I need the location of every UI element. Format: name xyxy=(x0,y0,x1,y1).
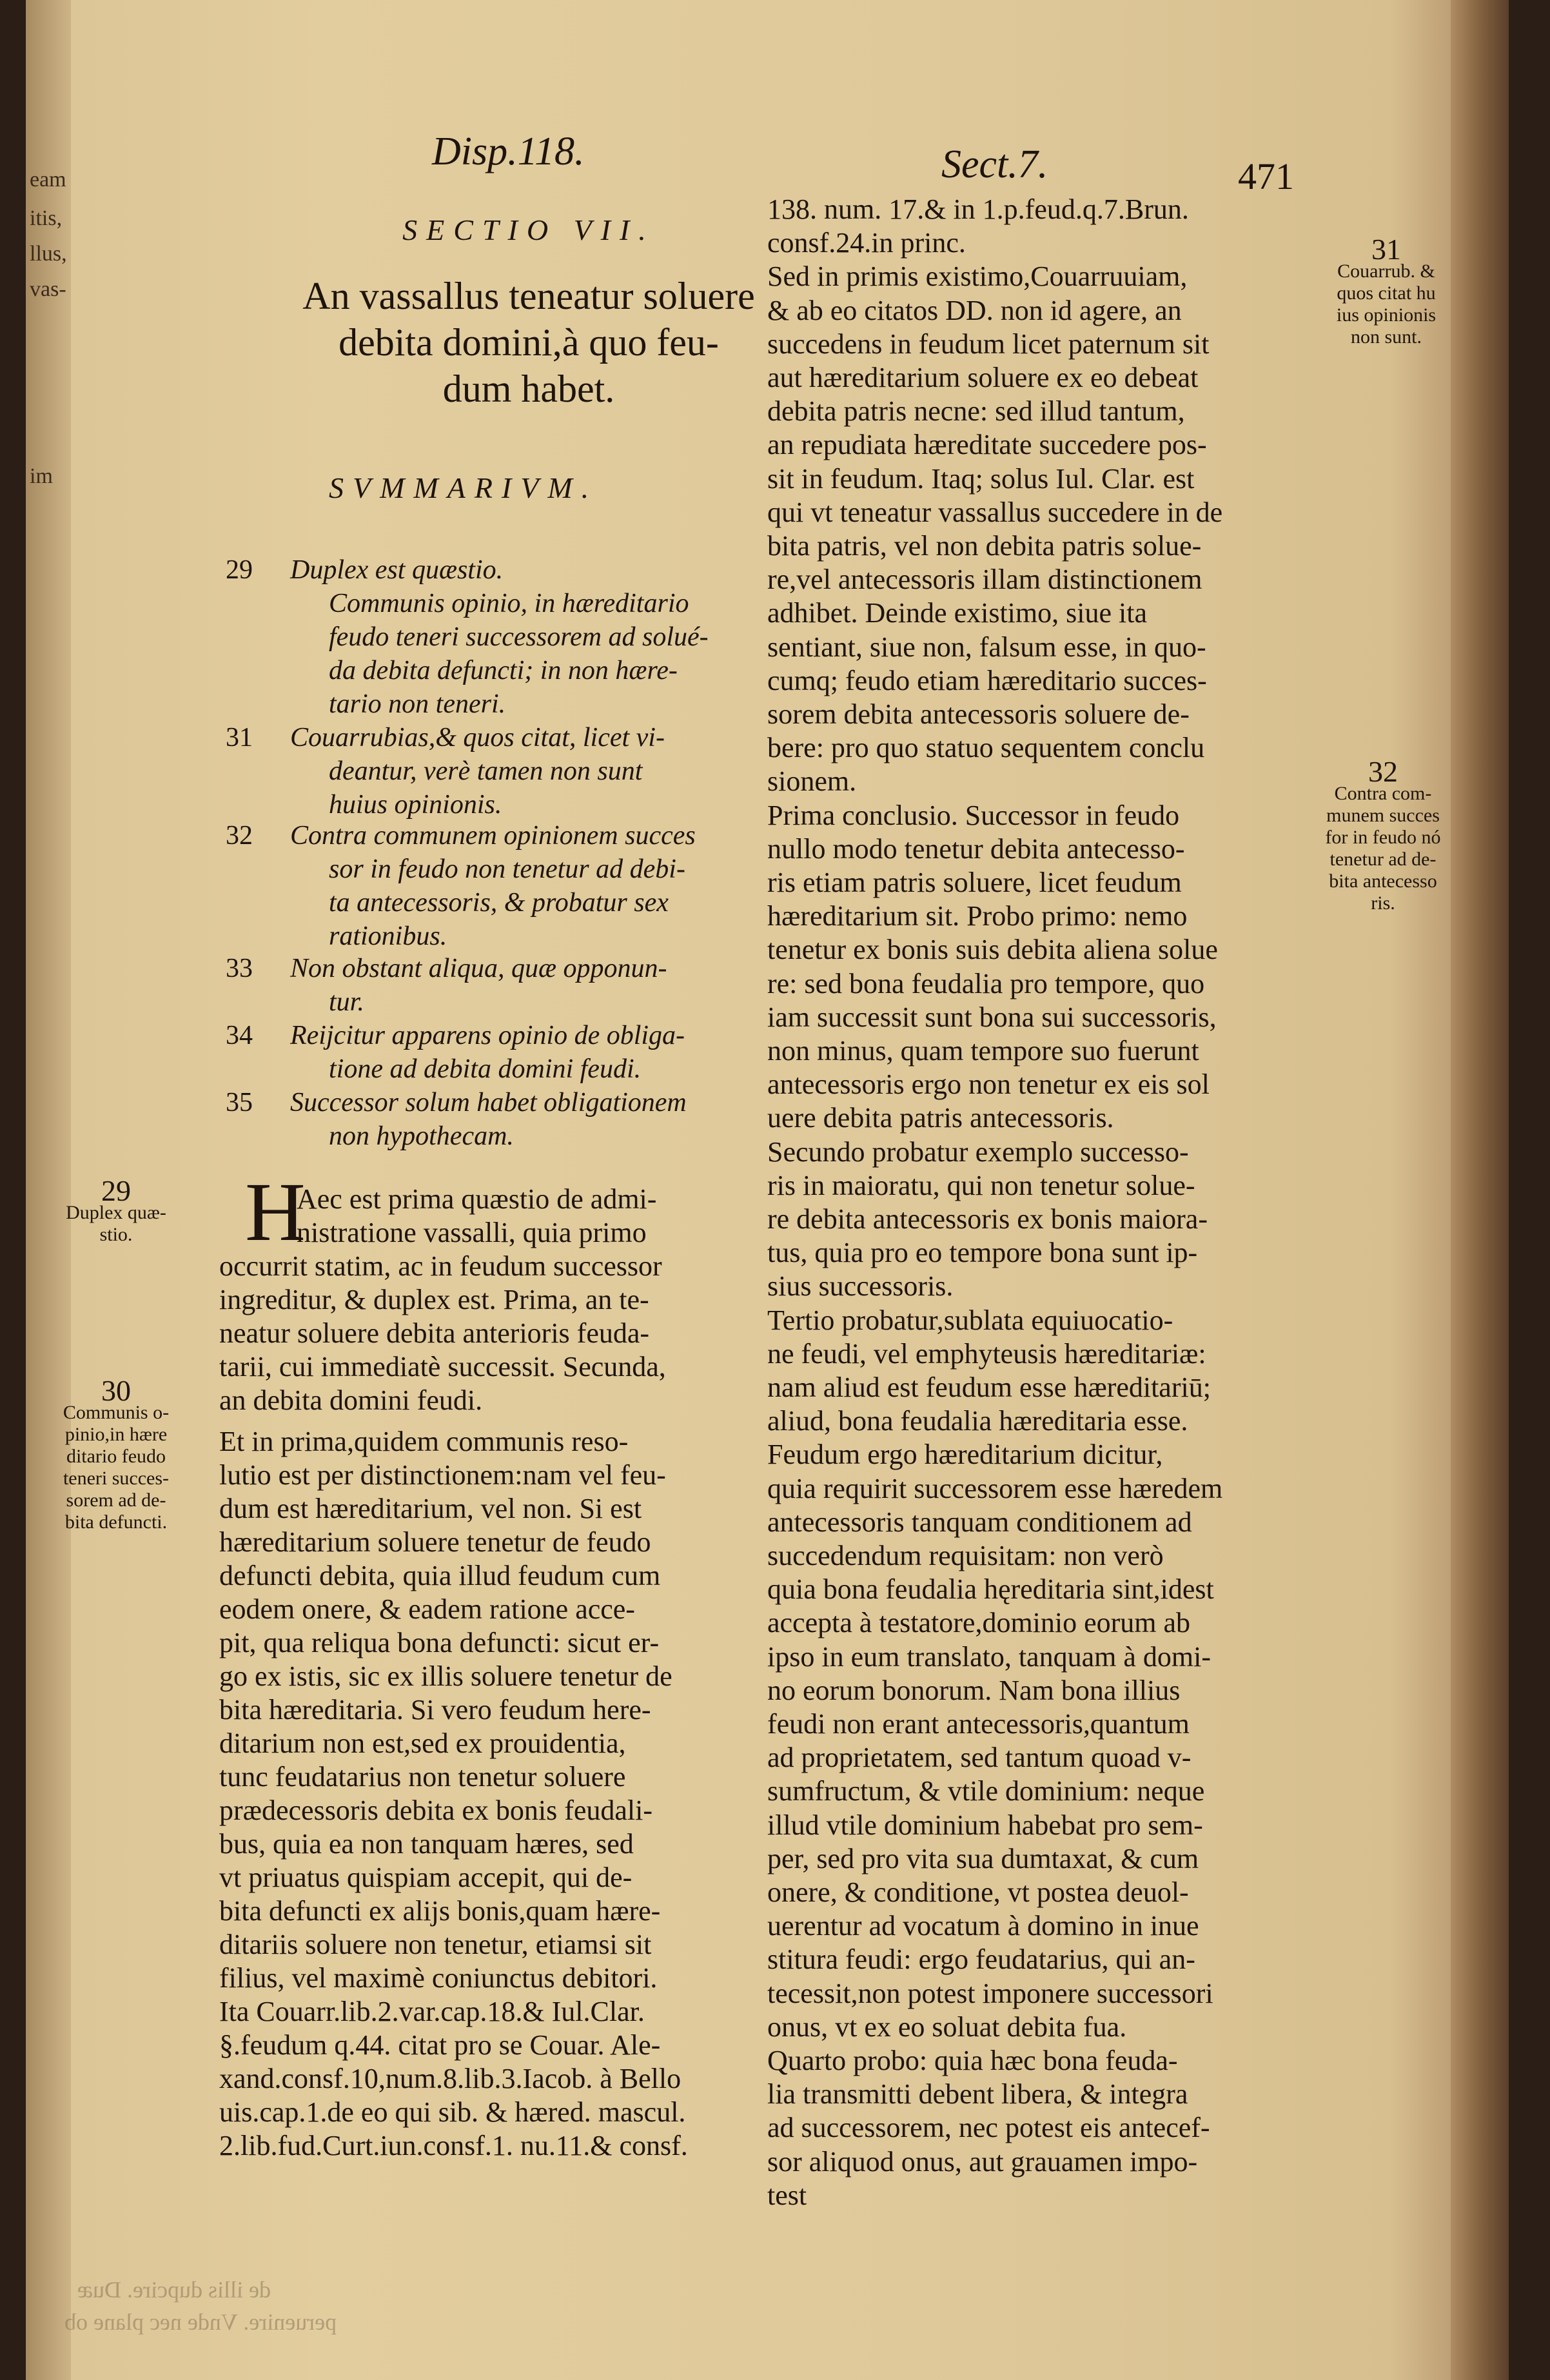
body-line: adhibet. Deinde existimo, siue ita xyxy=(767,597,1147,629)
body-line: §.feudum q.44. citat pro se Couar. Ale- xyxy=(219,2029,661,2061)
body-line: uis.cap.1.de eo qui sib. & hæred. mascul. xyxy=(219,2096,686,2128)
margin-line: Duplex quæ- xyxy=(66,1202,166,1223)
summary-line: Couarrubias,& quos citat, licet vi- xyxy=(290,723,665,752)
summarium-heading: SVMMARIVM. xyxy=(329,471,598,504)
margin-note-31 xyxy=(1309,233,1464,348)
margin-line: ditario feudo xyxy=(66,1446,166,1467)
margin-number: 32 xyxy=(1368,755,1398,788)
summary-number: 35 xyxy=(226,1088,253,1117)
running-header-center: Sect.7. xyxy=(941,143,1048,186)
margin-line: bita antecesso xyxy=(1329,870,1437,892)
body-line: ingreditur, & duplex est. Prima, an te- xyxy=(219,1284,649,1315)
summary-line: huius opinionis. xyxy=(329,790,502,820)
body-line: nistratione vassalli, quia primo xyxy=(297,1217,647,1248)
body-line: cumq; feudo etiam hæreditario succes- xyxy=(767,664,1207,696)
margin-note-30 xyxy=(42,1374,190,1533)
summary-line: Contra communem opinionem succes xyxy=(290,821,696,851)
margin-line: tenetur ad de- xyxy=(1329,849,1437,870)
body-line: antecessoris ergo non tenetur ex eis sol xyxy=(767,1068,1210,1101)
body-line: lia transmitti debent libera, & integra xyxy=(767,2078,1188,2110)
margin-line: teneri succes- xyxy=(63,1468,170,1489)
body-line: consf.24.in princ. xyxy=(767,227,966,259)
prev-fragment: itis, xyxy=(30,206,63,230)
margin-line: Couarrub. & xyxy=(1337,261,1435,282)
body-line: sorem debita antecessoris soluere de- xyxy=(767,698,1190,730)
body-line: ne feudi, vel emphyteusis hæreditariæ: xyxy=(767,1337,1206,1370)
margin-line: pinio,in hære xyxy=(64,1424,168,1445)
summary-number: 31 xyxy=(226,723,253,752)
body-line: lutio est per distinctionem:nam vel feu- xyxy=(219,1459,666,1491)
body-line: Secundo probatur exemplo successo- xyxy=(767,1136,1189,1168)
summary-line: tario non teneri. xyxy=(329,689,506,719)
body-line: neatur soluere debita anterioris feuda- xyxy=(219,1317,650,1349)
body-line: ditariis soluere non tenetur, etiamsi sit xyxy=(219,1929,652,1960)
body-line: filius, vel maximè coniunctus debitori. xyxy=(219,1962,658,1994)
body-line: re: sed bona feudalia pro tempore, quo xyxy=(767,967,1205,999)
body-line: Ita Couarr.lib.2.var.cap.18.& Iul.Clar. xyxy=(219,1996,645,2027)
body-line: accepta à testatore,dominio eorum ab xyxy=(767,1607,1191,1639)
body-line: dum est hæreditarium, vel non. Si est xyxy=(219,1493,642,1524)
body-line: Tertio probatur,sublata equiuocatio- xyxy=(767,1304,1173,1336)
margin-note-29 xyxy=(45,1174,187,1246)
body-line: sor aliquod onus, aut grauamen impo- xyxy=(767,2145,1198,2178)
body-line: bita hæreditaria. Si vero feudum here- xyxy=(219,1694,651,1726)
body-line: 138. num. 17.& in 1.p.feud.q.7.Brun. xyxy=(767,193,1189,225)
body-line: occurrit statim, ac in feudum successor xyxy=(219,1250,662,1282)
body-line: succedendum requisitam: non verò xyxy=(767,1540,1164,1571)
body-line: onere, & conditione, vt postea deuol- xyxy=(767,1876,1189,1908)
body-line: an debita domini feudi. xyxy=(219,1384,483,1416)
drop-cap: H xyxy=(245,1166,306,1259)
section-title xyxy=(271,213,787,412)
margin-line: Contra com- xyxy=(1334,783,1432,804)
body-line: onus, vt ex eo soluat debita fua. xyxy=(767,2011,1127,2043)
summary-line: da debita defuncti; in non hære- xyxy=(329,656,678,685)
body-line: bita patris, vel non debita patris solue- xyxy=(767,530,1202,562)
body-line: sit in feudum. Itaq; solus Iul. Clar. est xyxy=(767,462,1195,495)
body-line: debita patris necne: sed illud tantum, xyxy=(767,395,1185,428)
summary-line: feudo teneri successorem ad solué- xyxy=(329,622,709,652)
summary-line: Reijcitur apparens opinio de obliga- xyxy=(290,1021,685,1050)
body-line: vt priuatus quispiam accepit, qui de- xyxy=(219,1862,633,1893)
body-line: & ab eo citatos DD. non id agere, an xyxy=(767,294,1182,326)
margin-line: stio. xyxy=(99,1224,133,1245)
running-header-left: Disp.118. xyxy=(432,130,585,173)
margin-line: non sunt. xyxy=(1350,326,1422,348)
summary-line: Successor solum habet obligationem xyxy=(290,1088,687,1117)
body-line: ad proprietatem, sed tantum quoad v- xyxy=(767,1742,1192,1774)
body-line: pit, qua reliqua bona defuncti: sicut er- xyxy=(219,1627,660,1658)
body-line: sius successoris. xyxy=(767,1270,954,1303)
body-line: non minus, quam tempore suo fuerunt xyxy=(767,1035,1199,1067)
body-line: nam aliud est feudum esse hæreditariū; xyxy=(767,1372,1211,1403)
margin-number: 29 xyxy=(101,1174,131,1207)
body-line: iam successit sunt bona sui successoris, xyxy=(767,1001,1217,1033)
body-line: uere debita patris antecessoris. xyxy=(767,1102,1114,1134)
page-number: 471 xyxy=(1238,155,1294,197)
summary-line: Duplex est quæstio. xyxy=(290,555,504,585)
body-line: hæreditarium sit. Probo primo: nemo xyxy=(767,900,1188,932)
body-line: hæreditarium soluere tenetur de feudo xyxy=(219,1526,651,1558)
body-line: Prima conclusio. Successor in feudo xyxy=(767,799,1180,831)
body-line: succedens in feudum licet paternum sit xyxy=(767,328,1210,360)
body-line: tunc feudatarius non tenetur soluere xyxy=(219,1761,626,1793)
body-line: 2.lib.fud.Curt.iun.consf.1. nu.11.& consf. xyxy=(219,2130,688,2161)
prev-fragment: vas- xyxy=(30,277,66,301)
body-line: tarii, cui immediatè successit. Secunda, xyxy=(219,1351,666,1382)
body-line: nullo modo tenetur debita antecesso- xyxy=(767,832,1185,865)
margin-line: for in feudo nó xyxy=(1325,827,1441,848)
body-line: ris in maioratu, qui non tenetur solue- xyxy=(767,1169,1195,1201)
body-line: go ex istis, sic ex illis soluere tenetur de xyxy=(219,1660,672,1692)
summary-number: 32 xyxy=(226,821,253,851)
body-line: quia bona feudalia hęreditaria sint,idest xyxy=(767,1573,1214,1606)
body-line: per, sed pro vita sua dumtaxat, & cum xyxy=(767,1842,1199,1874)
body-line: antecessoris tanquam conditionem ad xyxy=(767,1506,1192,1538)
body-line: sionem. xyxy=(767,765,857,798)
body-line: an repudiata hæreditate succedere pos- xyxy=(767,429,1207,461)
body-line: Feudum ergo hæreditarium dicitur, xyxy=(767,1439,1163,1471)
body-line: tenetur ex bonis suis debita aliena solue xyxy=(767,934,1218,966)
body-line: Quarto probo: quia hæc bona feuda- xyxy=(767,2045,1178,2076)
body-line: Et in prima,quidem communis reso- xyxy=(219,1426,629,1457)
title-line: An vassallus teneatur soluere xyxy=(302,275,755,317)
margin-note-32 xyxy=(1302,755,1464,914)
body-line: illud vtile dominium habebat pro sem- xyxy=(767,1809,1203,1841)
margin-number: 31 xyxy=(1371,233,1401,266)
book-page xyxy=(26,0,1509,2380)
body-line: defuncti debita, quia illud feudum cum xyxy=(219,1560,661,1591)
body-line: sumfructum, & vtile dominium: neque xyxy=(767,1775,1205,1807)
body-line: re,vel antecessoris illam distinctionem xyxy=(767,564,1202,596)
margin-line: ius opinionis xyxy=(1336,304,1437,326)
body-line: uerentur ad vocatum à domino in inue xyxy=(767,1910,1199,1942)
sectio-label: SECTIO VII. xyxy=(402,213,655,246)
summary-line: rationibus. xyxy=(329,921,447,951)
summary-line: sor in feudo non tenetur ad debi- xyxy=(329,854,685,884)
page-edge-shadow xyxy=(1451,0,1509,2380)
bleed-through-text: de illis dupcire. Duæ xyxy=(77,2277,271,2303)
summary-line: deantur, verè tamen non sunt xyxy=(329,756,643,786)
body-line: ris etiam patris soluere, licet feudum xyxy=(767,867,1182,898)
body-line: feudi non erant antecessoris,quantum xyxy=(767,1708,1190,1740)
summary-number: 33 xyxy=(226,954,253,983)
summary-line: non hypothecam. xyxy=(329,1121,514,1151)
body-line: bere: pro quo statuo sequentem conclu xyxy=(767,732,1205,764)
margin-line: sorem ad de- xyxy=(66,1490,166,1511)
body-line: ipso in eum translato, tanquam à domi- xyxy=(767,1640,1211,1673)
body-line: quia requirit successorem esse hæredem xyxy=(767,1472,1223,1504)
margin-line: ris. xyxy=(1371,892,1395,914)
summary-line: tione ad debita domini feudi. xyxy=(329,1054,642,1084)
summary-number: 29 xyxy=(226,555,253,585)
title-line: dum habet. xyxy=(442,368,615,410)
body-line: stitura feudi: ergo feudatarius, qui an- xyxy=(767,1943,1195,1976)
body-line: tecessit,non potest imponere successori xyxy=(767,1977,1213,2009)
body-line: aut hæreditarium soluere ex eo debeat xyxy=(767,362,1199,393)
body-line: aliud, bona feudalia hæreditaria esse. xyxy=(767,1405,1188,1437)
prev-fragment: llus, xyxy=(30,242,67,266)
body-line: re debita antecessoris ex bonis maiora- xyxy=(767,1203,1208,1235)
body-line: prædecessoris debita ex bonis feudali- xyxy=(219,1795,653,1826)
margin-line: munem succes xyxy=(1326,805,1440,826)
body-line: qui vt teneatur vassallus succedere in de xyxy=(767,496,1223,528)
body-line: bita defuncti ex alijs bonis,quam hære- xyxy=(219,1895,661,1927)
summary-line: Communis opinio, in hæreditario xyxy=(329,589,689,618)
body-line: xand.consf.10,num.8.lib.3.Iacob. à Bello xyxy=(219,2063,682,2094)
summary-line: ta antecessoris, & probatur sex xyxy=(329,888,669,918)
body-line: sentiant, siue non, falsum esse, in quo- xyxy=(767,631,1206,663)
summary-line: Non obstant aliqua, quæ opponun- xyxy=(290,954,667,983)
summary-line: tur. xyxy=(329,987,364,1017)
margin-line: quos citat hu xyxy=(1337,282,1436,304)
body-line: ad successorem, nec potest eis antecef- xyxy=(767,2112,1210,2144)
body-line: Aec est prima quæstio de admi- xyxy=(297,1183,657,1215)
summary-number: 34 xyxy=(226,1021,253,1050)
margin-line: Communis o- xyxy=(63,1402,170,1423)
prev-fragment: eam xyxy=(30,168,66,192)
body-line: eodem onere, & eadem ratione acce- xyxy=(219,1593,635,1625)
prev-fragment: im xyxy=(30,464,53,488)
body-line: test xyxy=(767,2179,807,2211)
margin-line: bita defuncti. xyxy=(64,1511,168,1533)
body-line: tus, quia pro eo tempore bona sunt ip- xyxy=(767,1237,1198,1269)
body-line: no eorum bonorum. Nam bona illius xyxy=(767,1674,1181,1706)
body-line: bus, quia ea non tanquam hæres, sed xyxy=(219,1828,634,1860)
body-line: ditarium non est,sed ex prouidentia, xyxy=(219,1727,626,1759)
title-line: debita domini,à quo feu- xyxy=(338,321,719,364)
bleed-through-text: peruenire. Vnde nec plane ob xyxy=(64,2309,337,2335)
margin-number: 30 xyxy=(101,1374,131,1407)
body-line: Sed in primis existimo,Couarruuiam, xyxy=(767,261,1188,293)
